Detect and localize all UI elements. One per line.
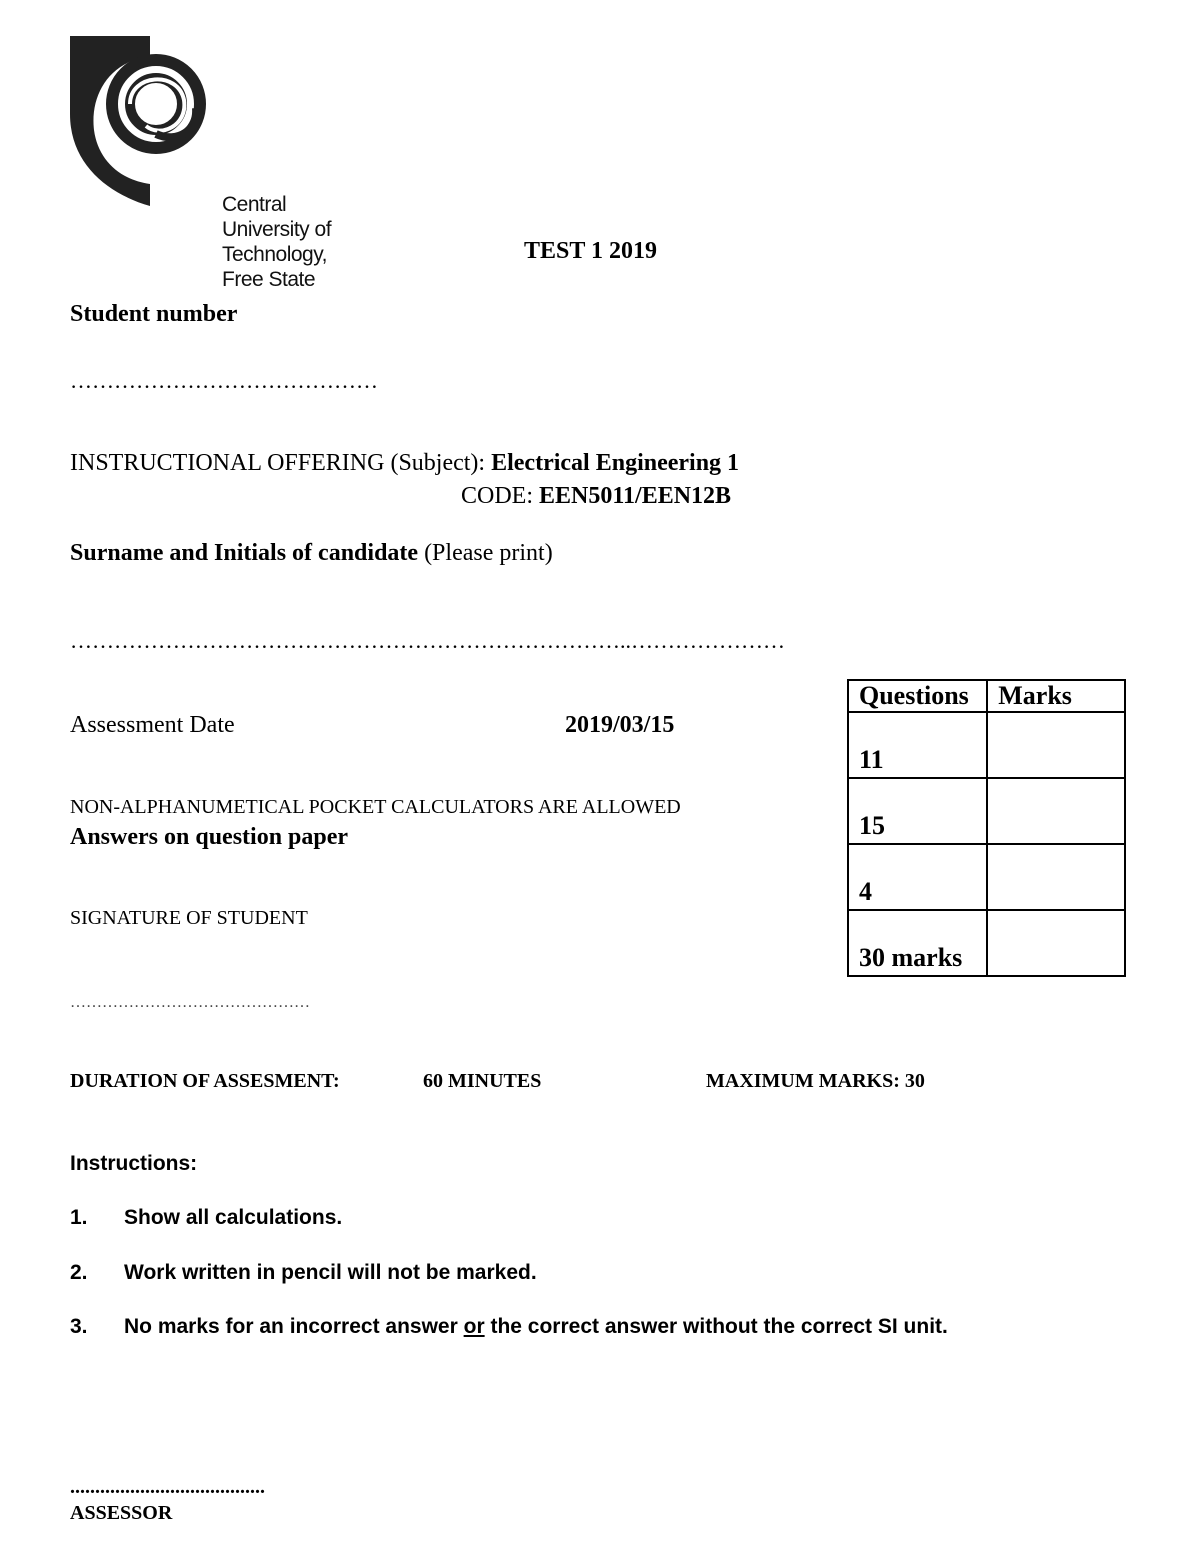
instruction-underlined-or: or [463,1315,485,1338]
table-row [848,712,1125,778]
marks-cell[interactable] [987,844,1125,910]
marks-cell[interactable] [987,712,1125,778]
instructional-offering [70,450,739,477]
questions-header: Questions [848,680,987,712]
answers-notice: Answers on question paper [70,824,349,850]
question-cell: 11 [848,712,987,778]
instruction-text-before: No marks for an incorrect answer [124,1315,464,1338]
page-title: TEST 1 2019 [524,238,657,264]
maximum-marks: MAXIMUM MARKS: 30 [706,1070,925,1092]
instruction-number: 2. [70,1261,88,1284]
marks-cell[interactable] [987,910,1125,976]
surname-label: Surname and Initials of candidate [70,540,419,566]
offering-code [461,483,731,510]
code-value: EEN5011/EEN12B [539,483,732,509]
surname-hint: (Please print) [418,540,553,566]
instruction-text [124,1315,948,1339]
instruction-number: 1. [70,1206,88,1229]
marks-table [847,679,1126,977]
duration-label: DURATION OF ASSESMENT: [70,1070,340,1092]
signature-field[interactable]: ……………………………………… [70,994,310,1011]
assessor-label: ASSESSOR [70,1502,173,1524]
surname-field[interactable]: …………………………………………………………………..………………… [70,628,785,653]
student-number-field[interactable]: …………………………………… [70,368,378,393]
question-cell: 4 [848,844,987,910]
logo-line-2: Technology, Free State [222,243,328,291]
instruction-text: Work written in pencil will not be marked. [124,1261,537,1284]
table-row [848,910,1125,976]
question-cell: 15 [848,778,987,844]
code-label: CODE: [461,483,539,509]
instruction-number: 3. [70,1315,88,1338]
question-cell: 30 marks [848,910,987,976]
assessor-signature-field[interactable]: ....................................... [70,1476,265,1498]
marks-table-header [848,680,1125,712]
university-logo [68,34,368,291]
signature-label: SIGNATURE OF STUDENT [70,907,308,929]
instruction-text: Show all calculations. [124,1206,343,1229]
offering-label: INSTRUCTIONAL OFFERING (Subject): [70,450,492,476]
offering-subject: Electrical Engineering 1 [491,450,740,476]
assessment-date-label: Assessment Date [70,712,235,738]
table-row [848,844,1125,910]
marks-header: Marks [987,680,1125,712]
table-row [848,778,1125,844]
university-logo-text [222,192,368,292]
student-number-label: Student number [70,301,238,327]
duration-value: 60 MINUTES [423,1070,542,1092]
assessment-date-value: 2019/03/15 [565,712,675,738]
logo-line-1: Central University of [222,193,332,241]
surname-label-line [70,540,553,567]
calculators-notice: NON-ALPHANUMETICAL POCKET CALCULATORS ARE ALLOWED [70,796,681,818]
instruction-text-after: the correct answer without the correct SI unit. [484,1315,948,1338]
marks-cell[interactable] [987,778,1125,844]
university-emblem-icon [68,34,368,214]
instructions-heading: Instructions: [70,1152,198,1175]
